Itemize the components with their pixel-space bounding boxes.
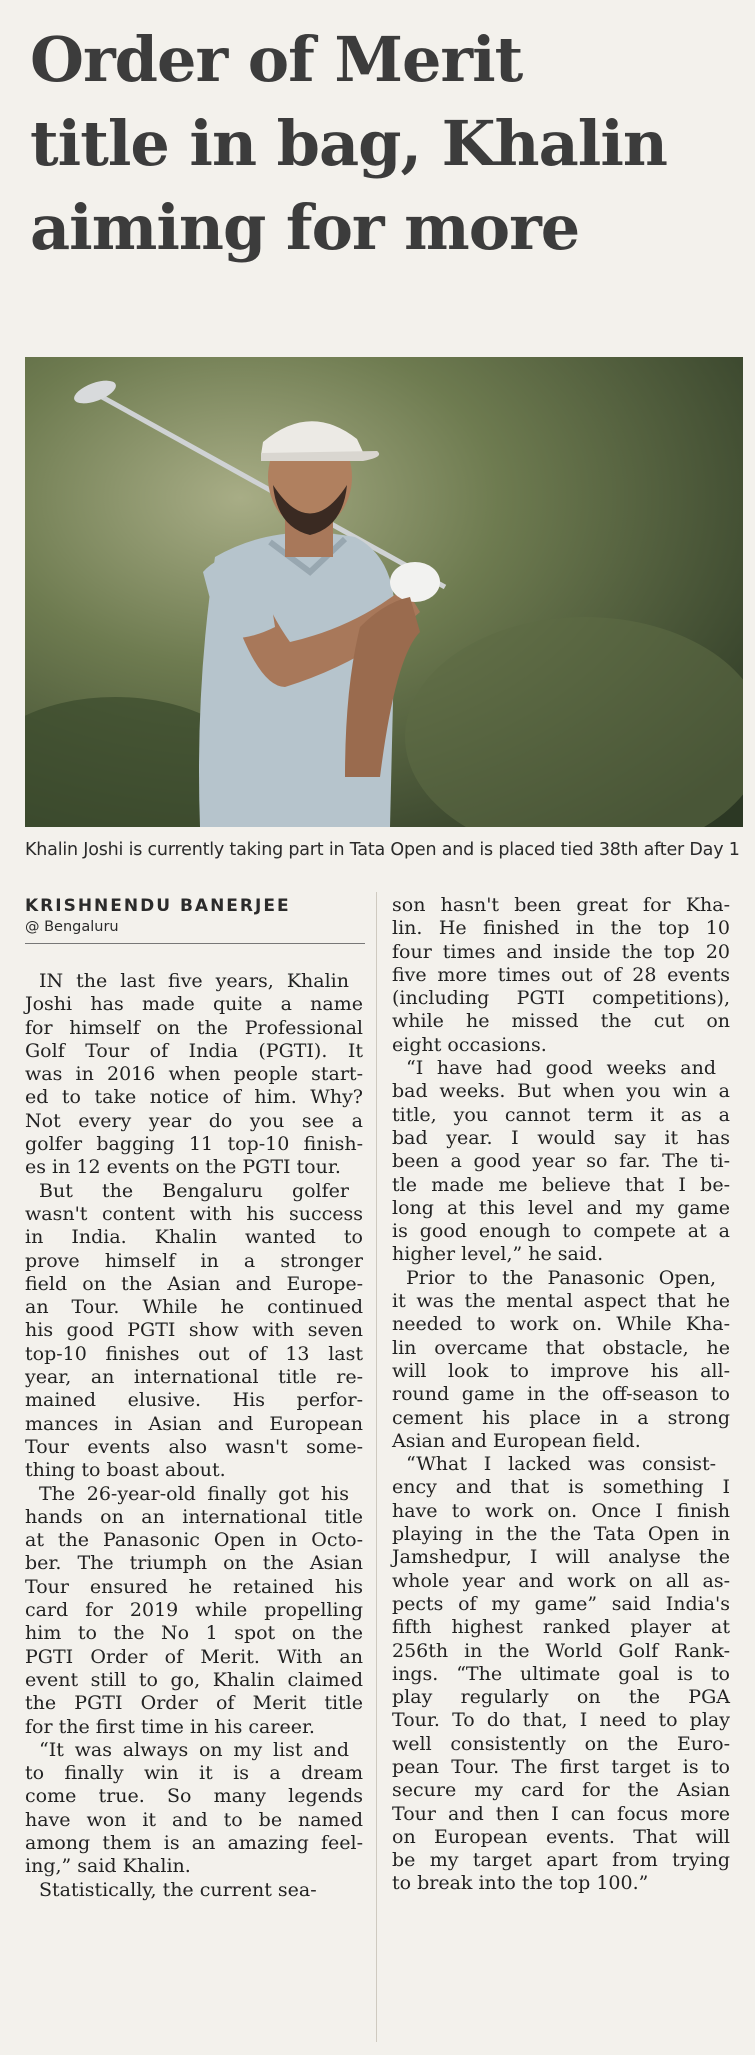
article-line: 256th in the World Golf Rank- (392, 1639, 730, 1662)
article-line: “I have had good weeks and (406, 1057, 716, 1080)
headline-line: title in bag, Khalin (30, 107, 667, 180)
article-line: four times and inside the top 20 (392, 940, 730, 963)
article-line: wasn't content with his success (25, 1202, 363, 1225)
golfer-photo (25, 357, 743, 827)
article-line: have to work on. Once I finish (392, 1499, 730, 1522)
byline (25, 896, 365, 944)
column-divider (376, 892, 377, 2042)
article-line: year, an international title re- (25, 1366, 363, 1389)
article-line: ings. “The ultimate goal is to (392, 1662, 730, 1685)
article-line: well consistently on the Euro- (392, 1732, 730, 1755)
article-line: for himself on the Professional (25, 1016, 363, 1039)
article-line: golfer bagging 11 top-10 finish- (25, 1133, 363, 1156)
article-line: lin overcame that obstacle, he (392, 1336, 730, 1359)
article-line: long at this level and my game (392, 1196, 730, 1219)
article-line: ing,” said Khalin. (25, 1855, 191, 1878)
article-line: mances in Asian and European (25, 1412, 363, 1435)
headline (30, 18, 740, 270)
article-line: five more times out of 28 events (392, 963, 730, 986)
article-line: come true. So many legends (25, 1785, 363, 1808)
article-line: play regularly on the PGA (392, 1686, 730, 1709)
golfer-illustration (25, 357, 743, 827)
article-line: pects of my game” said India's (392, 1592, 730, 1615)
article-line: bad weeks. But when you win a (392, 1080, 730, 1103)
photo-caption: Khalin Joshi is currently taking part in Tata Open and is placed tied 38th after Day 1 (25, 840, 740, 860)
article-line: Tour events also wasn't some- (25, 1435, 363, 1458)
article-line: hands on an international title (25, 1505, 363, 1528)
article-line: in India. Khalin wanted to (25, 1226, 363, 1249)
headline-line: aiming for more (30, 191, 580, 264)
article-line: ed to take notice of him. Why? (25, 1086, 363, 1109)
article-line: Tour and then I can focus more (392, 1802, 730, 1825)
headline-line: Order of Merit (30, 23, 523, 96)
article-line: have won it and to be named (25, 1808, 363, 1831)
article-column-2 (392, 894, 730, 1896)
article-line: title, you cannot term it as a (392, 1103, 730, 1126)
article-line: cement his place in a strong (392, 1406, 730, 1429)
article-line: But the Bengaluru golfer (39, 1179, 349, 1202)
article-line: pean Tour. The first target is to (392, 1755, 730, 1778)
article-line: an Tour. While he continued (25, 1296, 363, 1319)
article-line: Jamshedpur, I will analyse the (392, 1546, 730, 1569)
article-line: on European events. That will (392, 1825, 730, 1848)
article-line: IN the last five years, Khalin (39, 970, 349, 992)
article-line: (including PGTI competitions), (392, 987, 730, 1010)
article-line: ber. The triumph on the Asian (25, 1552, 363, 1575)
article-line: fifth highest ranked player at (392, 1616, 730, 1639)
article-line: to break into the top 100.” (392, 1872, 649, 1895)
article-line: PGTI Order of Merit. With an (25, 1645, 363, 1668)
article-line: been a good year so far. The ti- (392, 1150, 730, 1173)
article-line: Tour ensured he retained his (25, 1575, 363, 1598)
article-line: to finally win it is a dream (25, 1762, 363, 1785)
article-line: whole year and work on all as- (392, 1569, 730, 1592)
article-line: eight occasions. (392, 1033, 547, 1056)
article-line: be my target apart from trying (392, 1849, 730, 1872)
article-line: top-10 finishes out of 13 last (25, 1342, 363, 1365)
article-line: Prior to the Panasonic Open, (406, 1266, 716, 1289)
article-line: Joshi has made quite a name (25, 993, 363, 1016)
article-line: it was the mental aspect that he (392, 1290, 730, 1313)
article-line: Asian and European field. (392, 1429, 641, 1452)
article-line: at the Panasonic Open in Octo- (25, 1529, 363, 1552)
article-line: es in 12 events on the PGTI tour. (25, 1156, 341, 1179)
article-line: “It was always on my list and (39, 1738, 349, 1761)
article-line: was in 2016 when people start- (25, 1063, 363, 1086)
article-line: needed to work on. While Kha- (392, 1313, 730, 1336)
article-line: playing in the the Tata Open in (392, 1523, 730, 1546)
article-line: is good enough to compete at a (392, 1220, 730, 1243)
article-line: field on the Asian and Europe- (25, 1272, 363, 1295)
article-line: thing to boast about. (25, 1459, 226, 1482)
article-line: secure my card for the Asian (392, 1779, 730, 1802)
article-line: The 26-year-old finally got his (39, 1482, 349, 1505)
article-line: ency and that is something I (392, 1476, 730, 1499)
dateline: @ Bengaluru (25, 919, 365, 944)
article-line: mained elusive. His perfor- (25, 1389, 363, 1412)
article-line: among them is an amazing feel- (25, 1831, 363, 1854)
article-line: event still to go, Khalin claimed (25, 1668, 363, 1691)
article-line: lin. He finished in the top 10 (392, 917, 730, 940)
article-line: card for 2019 while propelling (25, 1599, 363, 1622)
article-line: him to the No 1 spot on the (25, 1622, 363, 1645)
article-line: prove himself in a stronger (25, 1249, 363, 1272)
article-line: round game in the off-season to (392, 1383, 730, 1406)
article-line: his good PGTI show with seven (25, 1319, 363, 1342)
article-line: “What I lacked was consist- (406, 1453, 716, 1476)
article-line: will look to improve his all- (392, 1359, 730, 1382)
article-line: higher level,” he said. (392, 1243, 604, 1266)
article-line: tle made me believe that I be- (392, 1173, 730, 1196)
article-line: son hasn't been great for Kha- (392, 894, 730, 916)
article-line: Tour. To do that, I need to play (392, 1709, 730, 1732)
article-line: while he missed the cut on (392, 1010, 730, 1033)
author-name: KRISHNENDU BANERJEE (25, 896, 291, 916)
article-line: for the first time in his career. (25, 1715, 315, 1738)
article-line: bad year. I would say it has (392, 1126, 730, 1149)
article-line: Statistically, the current sea- (39, 1878, 317, 1901)
article-column-1 (25, 970, 363, 1902)
article-line: Not every year do you see a (25, 1109, 363, 1132)
article-line: the PGTI Order of Merit title (25, 1692, 363, 1715)
article-line: Golf Tour of India (PGTI). It (25, 1039, 363, 1062)
